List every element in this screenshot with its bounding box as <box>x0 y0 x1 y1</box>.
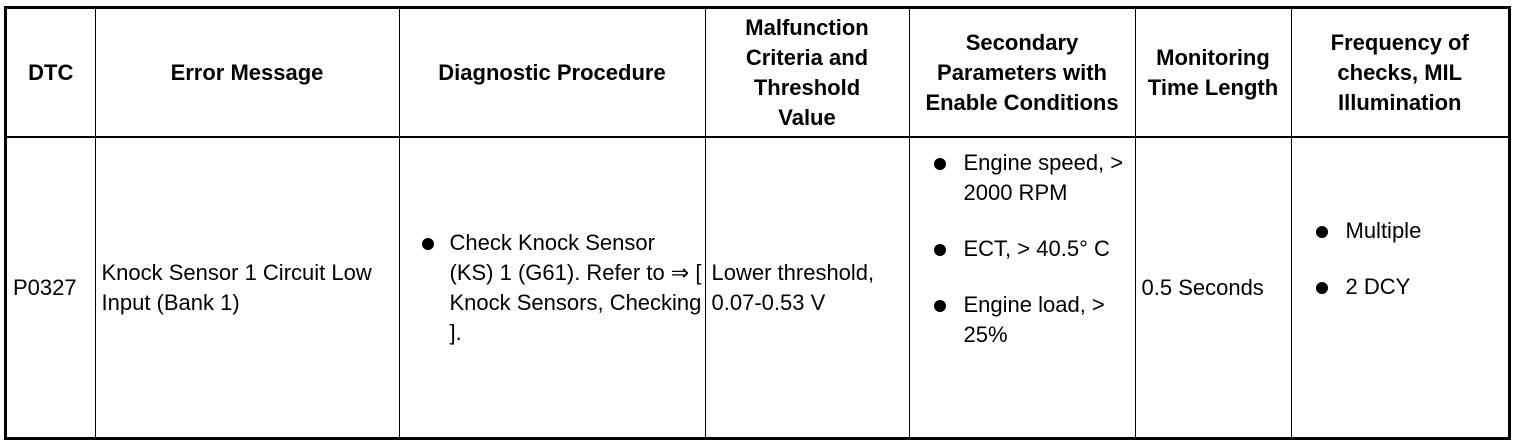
header-malfunction-criteria: Malfunction Criteria and Threshold Value <box>705 9 909 137</box>
secondary-item-text: ECT, > 40.5° C <box>963 236 1110 261</box>
cell-diagnostic-procedure <box>399 137 705 437</box>
header-dtc: DTC <box>7 9 95 137</box>
secondary-list <box>910 148 1129 350</box>
secondary-item-text: Engine load, > 25% <box>963 292 1105 347</box>
frequency-item <box>1292 272 1509 302</box>
secondary-item <box>910 148 1129 208</box>
cell-monitoring-time: 0.5 Seconds <box>1135 137 1291 437</box>
procedure-item-text: Check Knock Sensor (KS) 1 (G61). Refer to ⇒ [ Knock Sensors, Checking ]. <box>449 229 702 345</box>
procedure-item <box>400 228 705 348</box>
cell-dtc: P0327 <box>7 137 95 437</box>
bullet-icon <box>1316 282 1328 294</box>
secondary-item-text: Engine speed, > 2000 RPM <box>963 150 1124 205</box>
bullet-icon <box>934 244 946 256</box>
frequency-item-text: Multiple <box>1345 218 1422 243</box>
cell-frequency <box>1291 137 1508 437</box>
bullet-icon <box>1316 226 1328 238</box>
frequency-list <box>1292 216 1509 302</box>
header-error-message: Error Message <box>95 9 399 137</box>
frequency-item <box>1292 216 1509 246</box>
secondary-item <box>910 290 1129 350</box>
header-row <box>7 9 1508 137</box>
bullet-icon <box>422 238 434 250</box>
header-monitoring-time: Monitoring Time Length <box>1135 9 1291 137</box>
table-row <box>7 137 1508 437</box>
header-secondary-parameters: Secondary Parameters with Enable Conditions <box>909 9 1135 137</box>
procedure-list <box>400 228 705 348</box>
cell-error-message: Knock Sensor 1 Circuit Low Input (Bank 1) <box>95 137 399 437</box>
dtc-table <box>7 9 1508 437</box>
cell-threshold: Lower threshold, 0.07-0.53 V <box>705 137 909 437</box>
secondary-item <box>910 234 1129 264</box>
frequency-item-text: 2 DCY <box>1345 274 1411 299</box>
bullet-icon <box>934 300 946 312</box>
header-frequency: Frequency of checks, MIL Illumination <box>1291 9 1508 137</box>
bullet-icon <box>934 158 946 170</box>
header-diagnostic-procedure: Diagnostic Procedure <box>399 9 705 137</box>
dtc-table-frame <box>4 6 1511 440</box>
cell-secondary-parameters <box>909 137 1135 437</box>
